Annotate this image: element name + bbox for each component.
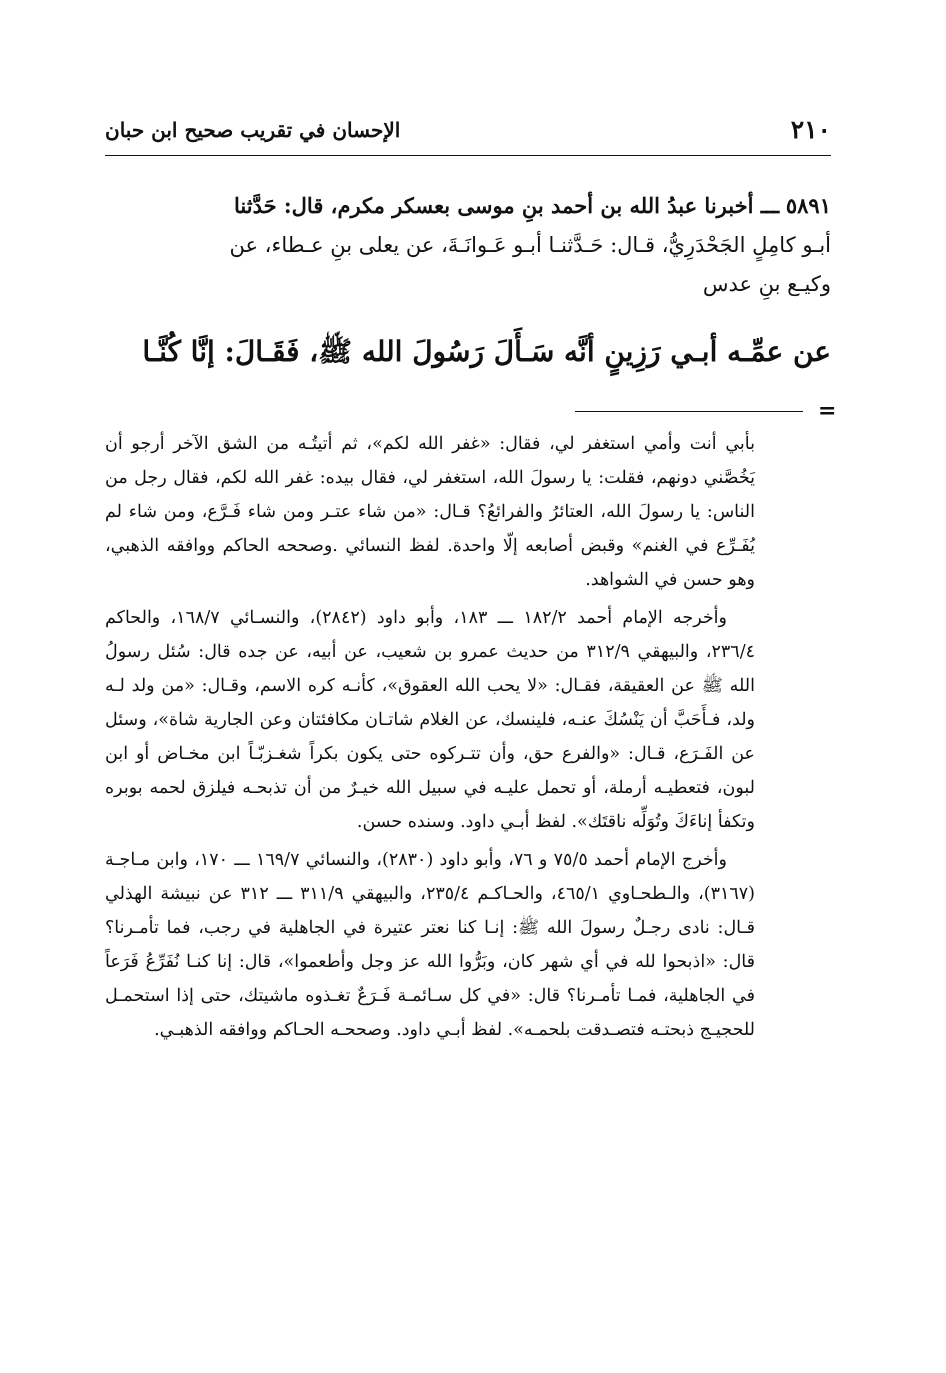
- footnote-paragraph-2: وأخرجه الإمام أحمد ١٨٢/٢ ـــ ١٨٣، وأبو داود (٢٨٤٢)، والنسـائي ١٦٨/٧، والحاكم ٢٣٦/٤، والبيهقي ٣١٢/٩ من حديث عمرو بن شعيب، عن أبيه، عن جده قال: سُئل رسولُ الله ﷺ عن العقيقة، فقـال: «لا يحب الله العقوق»، كأنـه كره الاسم، وقـال: «من ولد لـه ولد، فـأَحَبَّ أن يَنْسُكَ عنـه، فلينسك، عن الغلام شاتـان مكافئتان وعن الجارية شاة»، وسئل عن الفَـرَع، قـال: «والفرع حق، وأن تتـركوه حتى يكون بكراً شغـزبّـاً ابن مخـاض أو ابن لبون، فتعطيـه أرملة، أو تحمل عليـه في سبيل الله خيـرٌ من أن تذبحـه فيلزق لحمه بوبره وتكفأ إناءَكَ وتُوَلِّه ناقتَك». لفظ أبـي داود. وسنده حسن.: [105, 608, 755, 832]
- page-number: ٢١٠: [790, 115, 831, 144]
- isnad-lead: ـــ أخبرنا عبدُ الله بن أحمد بنِ موسى بعسكر مكرم، قال: حَدَّثنا: [234, 193, 780, 218]
- book-title: الإحسان في تقريب صحيح ابن حبان: [105, 118, 401, 142]
- footnote-rule: [575, 411, 803, 412]
- footnote-paragraph-3: وأخرج الإمام أحمد ٧٥/٥ و ٧٦، وأبو داود (٢٨٣٠)، والنسائي ١٦٩/٧ ـــ ١٧٠، وابن مـاجـة (٣١٦٧)، والـطحـاوي ٤٦٥/١، والحـاكـم ٢٣٥/٤، والبيهقي ٣١١/٩ ـــ ٣١٢ عن نبيشة الهذلي قـال: نادى رجـلٌ رسولَ الله ﷺ: إنـا كنا نعتر عتيرة في الجاهلية في رجب، فما تأمـرنا؟ قال: «اذبحوا لله في أي شهر كان، وبَرُّوا الله عز وجل وأطعموا»، قال: إنا كنـا نُفَرِّعُ فَرَعاً في الجاهلية، فمـا تأمـرنا؟ قال: «في كل سـائمـة فَـرَعٌ تغـذوه ماشيتك، حتى إذا استحمـل للحجيـج ذبحتـه فتصـدقت بلحمـه». لفظ أبـي داود. وصححـه الحـاكم ووافقه الذهبـي.: [105, 850, 755, 1040]
- footnote-continuation-marker: =: [818, 398, 837, 424]
- hadith-number: ٥٨٩١: [785, 193, 831, 218]
- hadith-isnad: [105, 186, 831, 304]
- hadith-matn: عن عمِّـه أبـي رَزِينٍ أنَّه سَـأَلَ رَسُولَ الله ﷺ، فَقَـالَ: إنَّا كُنَّـا: [142, 335, 831, 368]
- isnad-line-2: أبـو كامِلٍ الجَحْدَرِيُّ، قـال: حَـدَّثنـا أبـو عَـوانَـةَ، عن يعلى بنِ عـطاء، عن: [229, 233, 831, 257]
- isnad-line-3: وكيـع بنِ عدس: [702, 272, 831, 296]
- footnote-paragraph-1: بأبي أنت وأمي استغفر لي، فقال: «غفر الله لكم»، ثم أتيتُـه من الشق الآخر أرجو أن يَخُصَّني دونهم، فقلت: يا رسولَ الله، استغفر لي، فقال بيده: غفر الله لكم، فقال رجل من الناس: يا رسولَ الله، العتائرُ والفرائعُ؟ قـال: «من شاء عتـر ومن شاء فَـرَّع، ومن شاء لم يُفَـرِّع في الغنم» وقبض أصابعه إلّا واحدة. لفظ النسائي .وصححه الحاكم ووافقه الذهبي، وهو حسن في الشواهد.: [105, 434, 755, 590]
- footnotes: [105, 427, 755, 1051]
- header-rule: [105, 155, 831, 156]
- page-header: [105, 112, 831, 148]
- isnad-line-1: [105, 186, 831, 226]
